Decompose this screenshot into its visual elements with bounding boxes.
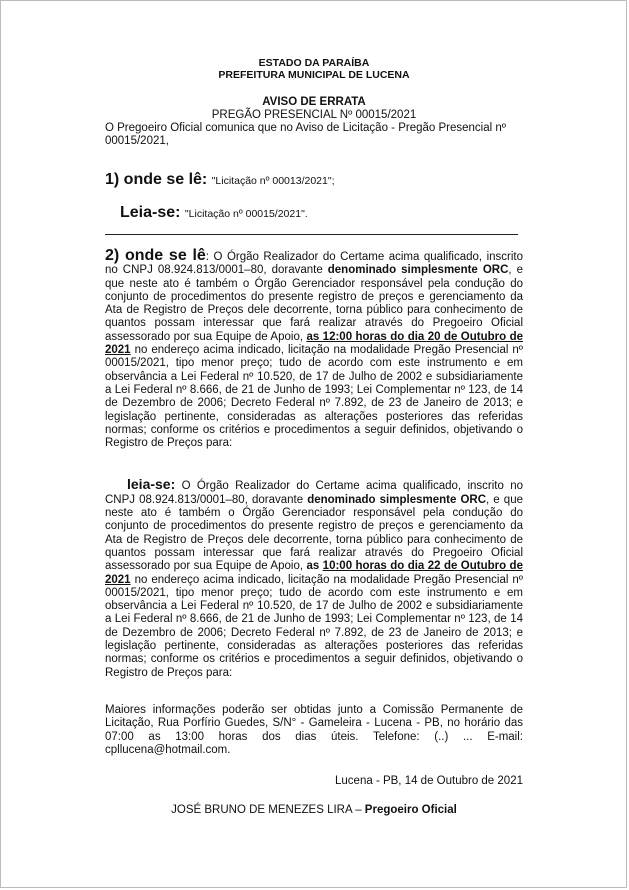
- place-date: Lucena - PB, 14 de Outubro de 2021: [335, 775, 523, 788]
- item2-read-text-1: O Órgão Realizador do Certame acima qualificado, inscrito no CNPJ 08.924.813/0001–80, doravante: [105, 251, 523, 277]
- info-paragraph: Maiores informações poderão ser obtidas junto a Comissão Permanente de Licitação, Rua Porfírio Guedes, S/N° - Gameleira - Lucena - PB, no horário das 07:00 as 13:00 horas dos dias úteis. Telefone: (..) ... E-mail: cpllucena@hotmail.com.: [105, 703, 523, 756]
- item1-correct-value: "Licitação nº 00015/2021".: [184, 208, 308, 220]
- item2-correct-paragraph: [105, 478, 523, 679]
- signature-line: [105, 804, 523, 817]
- item1-read-label: 1) onde se lê:: [105, 171, 208, 188]
- notice-subtitle: PREGÃO PRESENCIAL Nº 00015/2021: [211, 109, 417, 121]
- header-state: ESTADO DA PARAÍBA: [258, 57, 370, 69]
- item2-correct-text-1: O Órgão Realizador do Certame acima qualificado, inscrito no CNPJ 08.924.813/0001–80, doravante: [105, 480, 523, 506]
- item2-read-text-2: , e que neste ato é também o Órgão Gerenciador responsável pela condução do conjunto de procedimentos do presente registro de preços e gerenciamento da Ata de Registro de Preços dele decorrente, torna público para conhecimento de quantos possam interessar que fará realizar através do Pregoeiro Oficial assessorado por sua Equipe de Apoio,: [105, 264, 523, 343]
- notice-title: AVISO DE ERRATA: [262, 96, 366, 108]
- header-municipality: PREFEITURA MUNICIPAL DE LUCENA: [218, 69, 410, 81]
- item2-read-date: as 12:00 horas do dia 20 de Outubro de 2021: [105, 330, 523, 357]
- item2-correct-date: 10:00 horas do dia 22 de Outubro de 2021: [105, 560, 523, 586]
- item2-read-label: 2) onde se lê: [105, 247, 206, 264]
- item2-read-paragraph: [105, 249, 523, 450]
- item2-correct-bold: denominado simplesmente ORC: [307, 493, 487, 506]
- item2-correct-text-3: no endereço acima indicado, licitação na modalidade Pregão Presencial nº 00015/2021, tipo menor preço; tudo de acordo com este instrumento e em observância a Lei Federal nº 10.520, de 17 de Julho de 2002 e subsidiariamente a Lei Federal nº 8.666, de 21 de Junho de 1993; Lei Complementar nº 123, de 14 de Dezembro de 2006; Decreto Federal nº 7.892, de 23 de Janeiro de 2013; e legislação pertinente, consideradas as alterações posteriores das referidas normas; conforme os critérios e procedimentos a seguir definidos, objetivando o Registro de Preços para:: [105, 573, 523, 679]
- item2-read-bold: denominado simplesmente ORC: [327, 264, 509, 277]
- notice-intro: O Pregoeiro Oficial comunica que no Aviso de Licitação - Pregão Presencial nº 00015/2021,: [105, 122, 506, 147]
- item2-correct-text-2: , e que neste ato é também o Órgão Gerenciador responsável pela condução do conjunto de procedimentos do presente registro de preços e gerenciamento da Ata de Registro de Preços dele decorrente, torna público para conhecimento de quantos possam interessar que fará realizar através do Pregoeiro Oficial assessorado por sua Equipe de Apoio,: [105, 493, 523, 573]
- item1-correct: [120, 203, 523, 224]
- signature-role: Pregoeiro Oficial: [364, 804, 457, 817]
- document-body: [105, 57, 523, 817]
- item1-read-value: "Licitação nº 00013/2021";: [211, 175, 335, 187]
- item1-read: [105, 170, 523, 191]
- divider-line: [105, 234, 518, 235]
- item2-read-colon: :: [205, 251, 210, 263]
- item1-correct-label: Leia-se:: [120, 204, 181, 221]
- item2-correct-label: leia-se:: [127, 476, 176, 493]
- item2-read-text-3: no endereço acima indicado, licitação na modalidade Pregão Presencial nº 00015/2021, tipo menor preço; tudo de acordo com este instrumento e em observância a Lei Federal nº 10.520, de 17 de Julho de 2002 e subsidiariamente a Lei Federal nº 8.666, de 21 de Junho de 1993; Lei Complementar nº 123, de 14 de Dezembro de 2006; Decreto Federal nº 7.892, de 23 de Janeiro de 2013; e legislação pertinente, consideradas as alterações posteriores das referidas normas; conforme os critérios e procedimentos a seguir definidos, objetivando o Registro de Preços para:: [105, 344, 523, 450]
- item2-correct-date-prefix: as: [306, 560, 323, 573]
- signature-name: JOSÉ BRUNO DE MENEZES LIRA –: [171, 804, 365, 817]
